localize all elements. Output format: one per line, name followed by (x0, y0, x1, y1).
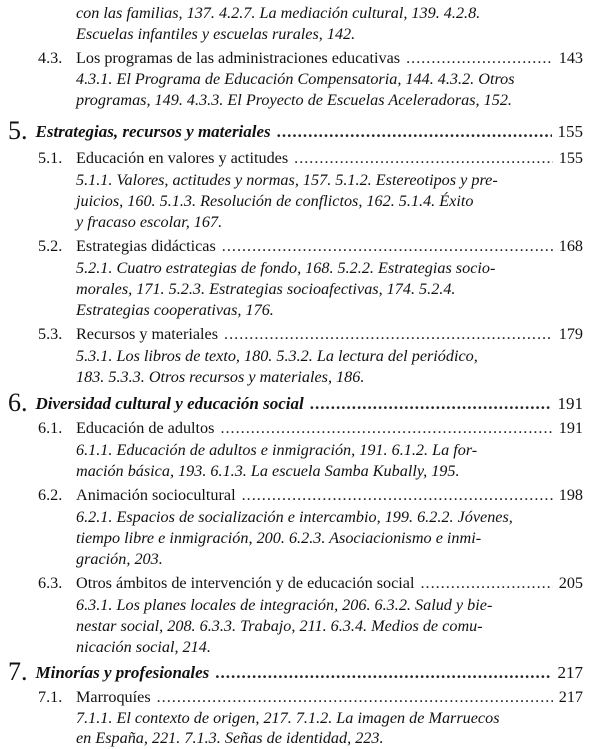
page-number: 217 (558, 688, 583, 706)
section-title: Marroquíes (76, 688, 151, 706)
section-title: Educación en valores y actitudes (76, 149, 289, 167)
leader-dots (215, 662, 551, 684)
toc-subentries-5-1-line3: y fracaso escolar, 167. (76, 213, 223, 231)
chapter-title: Minorías y profesionales (35, 663, 210, 682)
toc-entry-4-3[interactable] (38, 48, 583, 68)
page-number: 198 (558, 486, 583, 504)
section-title: Otros ámbitos de intervención y de educación social (76, 574, 415, 592)
toc-subentries-5-2-line2: morales, 171. 5.2.3. Estrategias socioafectivas, 174. 5.2.4. (76, 280, 456, 298)
page-number: 191 (557, 394, 583, 413)
toc-subentries-6-3-line1: 6.3.1. Los planes locales de integración, 206. 6.3.2. Salud y bie- (76, 596, 493, 614)
section-number: 5.1. (38, 149, 63, 167)
chapter-title: Estrategias, recursos y materiales (35, 122, 271, 141)
section-number: 4.3. (38, 49, 63, 67)
leader-dots (294, 148, 553, 168)
page-number: 217 (557, 663, 583, 682)
toc-subentries-5-3-line2: 183. 5.3.3. Otros recursos y materiales, 186. (76, 368, 365, 386)
page-number: 179 (558, 325, 583, 343)
toc-subentries-6-3-line3: nicación social, 214. (76, 638, 211, 656)
section-number: 5.3. (38, 325, 63, 343)
chapter-number: 5. (8, 116, 28, 145)
toc-subentries-5-2-line1: 5.2.1. Cuatro estrategias de fondo, 168. 5.2.2. Estrategias socio- (76, 259, 496, 277)
toc-subentries-5-1-line1: 5.1.1. Valores, actitudes y normas, 157. 5.1.2. Estereotipos y pre- (76, 171, 498, 189)
toc-entry-5-2[interactable] (38, 236, 583, 256)
leader-dots (242, 485, 553, 505)
toc-chapter-6[interactable] (8, 390, 583, 415)
toc-entry-6-2[interactable] (38, 485, 583, 505)
page-number: 155 (558, 149, 583, 167)
section-number: 5.2. (38, 237, 63, 255)
leader-dots (420, 573, 552, 593)
leader-dots (157, 687, 553, 707)
section-title: Los programas de las administraciones educativas (76, 49, 401, 67)
toc-subentries-6-1-line1: 6.1.1. Educación de adultos e inmigración, 191. 6.1.2. La for- (76, 441, 478, 459)
leader-dots (220, 418, 552, 438)
leader-dots (406, 48, 553, 68)
toc-subentries-6-2-line1: 6.2.1. Espacios de socialización e intercambio, 199. 6.2.2. Jóvenes, (76, 508, 513, 526)
leader-dots (224, 324, 553, 344)
toc-chapter-7[interactable] (8, 659, 583, 684)
toc-subentries-5-3-line1: 5.3.1. Los libros de texto, 180. 5.3.2. La lectura del periódico, (76, 347, 478, 365)
toc-subentries-6-1-line2: mación básica, 193. 6.1.3. La escuela Samba Kubally, 195. (76, 462, 460, 480)
section-title: Animación sociocultural (76, 486, 236, 504)
toc-entry-6-1[interactable] (38, 418, 583, 438)
page-number: 155 (557, 122, 583, 141)
toc-subentries-5-1-line2: juicios, 160. 5.1.3. Resolución de conflictos, 162. 5.1.4. Éxito (76, 192, 474, 210)
section-number: 6.2. (38, 486, 63, 504)
toc-subentries-7-1-line1: 7.1.1. El contexto de origen, 217. 7.1.2. La imagen de Marruecos (76, 709, 500, 727)
chapter-number: 6. (8, 388, 28, 417)
toc-subentries-4-2-line2: Escuelas infantiles y escuelas rurales, 142. (76, 25, 356, 43)
page-number: 205 (558, 574, 583, 592)
chapter-number: 7. (8, 657, 28, 686)
toc-entry-5-1[interactable] (38, 148, 583, 168)
toc-subentries-4-3-line2: programas, 149. 4.3.3. El Proyecto de Escuelas Aceleradoras, 152. (76, 91, 512, 109)
toc-subentries-6-2-line3: gración, 203. (76, 550, 163, 568)
section-title: Recursos y materiales (76, 325, 219, 343)
toc-chapter-5[interactable] (8, 118, 583, 143)
toc-entry-6-3[interactable] (38, 573, 583, 593)
section-title: Educación de adultos (76, 419, 215, 437)
leader-dots (277, 121, 552, 143)
toc-subentries-5-2-line3: Estrategias cooperativas, 176. (76, 301, 274, 319)
toc-subentries-4-2-line1: con las familias, 137. 4.2.7. La mediación cultural, 139. 4.2.8. (76, 4, 481, 22)
toc-subentries-6-2-line2: tiempo libre e inmigración, 200. 6.2.3. Asociacionismo e inmi- (76, 529, 482, 547)
section-number: 6.1. (38, 419, 63, 437)
section-number: 6.3. (38, 574, 63, 592)
page-number: 168 (558, 237, 583, 255)
leader-dots (222, 236, 553, 256)
toc-entry-7-1[interactable] (38, 687, 583, 707)
section-number: 7.1. (38, 688, 63, 706)
toc-subentries-6-3-line2: nestar social, 208. 6.3.3. Trabajo, 211. 6.3.4. Medios de comu- (76, 617, 483, 635)
toc-subentries-4-3-line1: 4.3.1. El Programa de Educación Compensatoria, 144. 4.3.2. Otros (76, 70, 515, 88)
chapter-title: Diversidad cultural y educación social (35, 394, 304, 413)
page-number: 143 (558, 49, 583, 67)
toc-subentries-7-1-line2: en España, 221. 7.1.3. Señas de identidad, 223. (76, 729, 384, 747)
section-title: Estrategias didácticas (76, 237, 216, 255)
page-number: 191 (558, 419, 583, 437)
toc-entry-5-3[interactable] (38, 324, 583, 344)
leader-dots (310, 393, 552, 415)
